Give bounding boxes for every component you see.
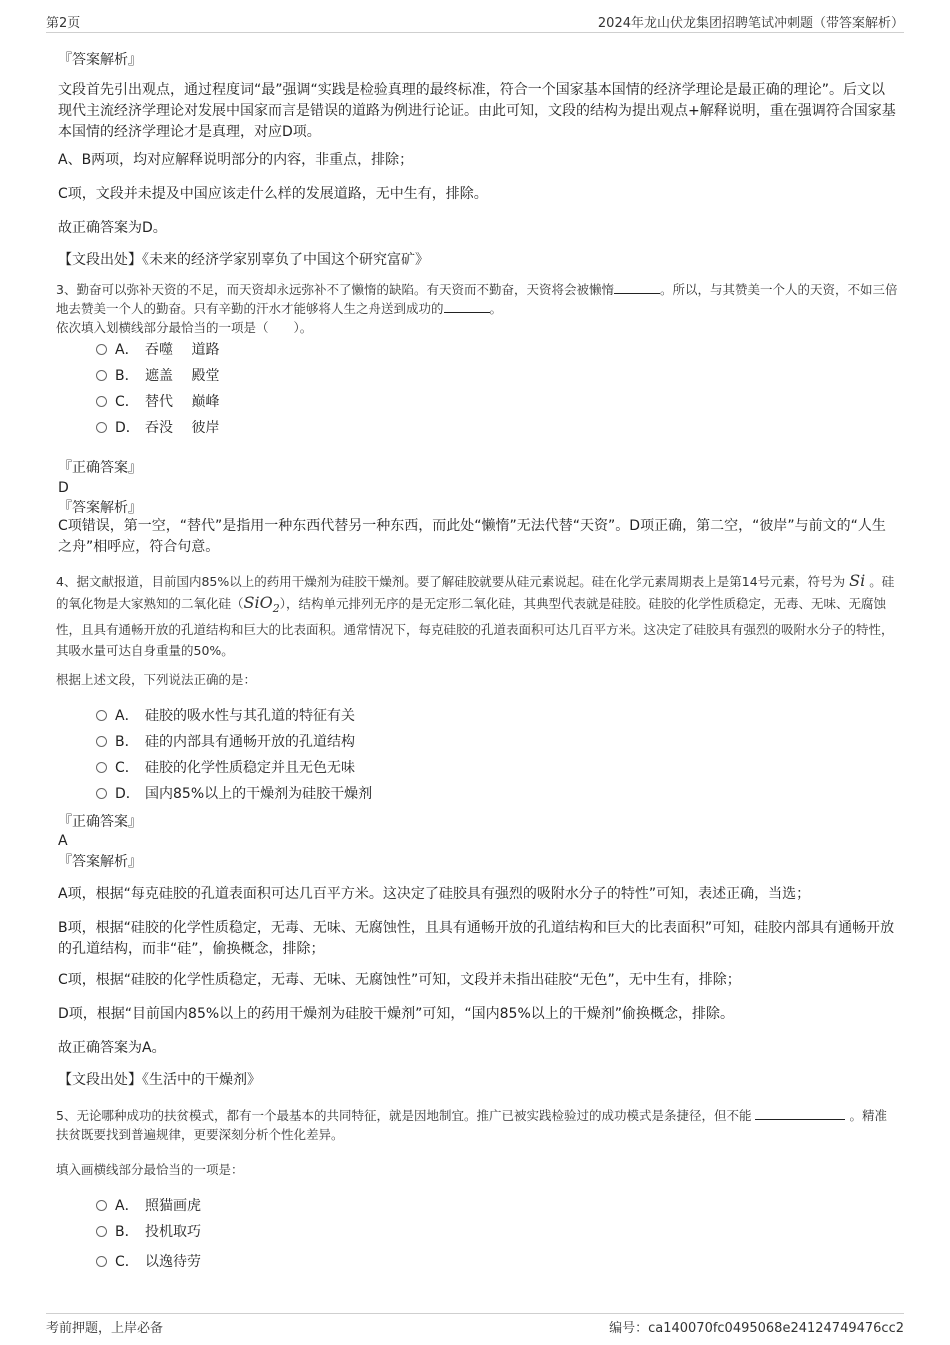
q4-option-c[interactable]: C． 硅胶的化学性质稳定并且无色无味 (96, 758, 355, 778)
radio-icon[interactable] (96, 1226, 107, 1237)
q2-analysis-label: 『答案解析』 (58, 52, 142, 68)
radio-icon[interactable] (96, 344, 107, 355)
q5-option-c[interactable]: C． 以逸待劳 (96, 1252, 201, 1272)
q4-prompt: 根据上述文段，下列说法正确的是： (56, 672, 257, 687)
q3-stem: 3、勤奋可以弥补天资的不足，而天资却永远弥补不了懒惰的缺陷。有天资而不勤奋，天资将会被懒惰 。所以，与其赞美一个人的天资，不如三倍地去赞美一个人的勤奋。只有辛勤的汗水才能够将人生之舟送到成功的 。 (56, 282, 898, 316)
q4-option-a[interactable]: A． 硅胶的吸水性与其孔道的特征有关 (96, 706, 355, 726)
q4-conclusion: 故正确答案为A。 (58, 1040, 166, 1056)
q3-option-a[interactable]: A． 吞噬 道路 (96, 340, 219, 360)
q4-analysis-a: A项，根据“每克硅胶的孔道表面积可达几百平方米。这决定了硅胶具有强烈的吸附水分子的特性”可知，表述正确，当选； (58, 886, 811, 902)
radio-icon[interactable] (96, 396, 107, 407)
q4-option-b[interactable]: B． 硅的内部具有通畅开放的孔道结构 (96, 732, 355, 752)
q3-analysis: C项错误，第一空，“替代”是指用一种东西代替另一种东西，而此处“懒惰”无法代替“天资”。D项正确，第二空，“彼岸”与前文的“人生之舟”相呼应，符合句意。 (58, 518, 886, 555)
q4-answer: A (58, 833, 68, 849)
q3-answer: D (58, 480, 69, 496)
q2-analysis-paragraph: 文段首先引出观点，通过程度词“最”强调“实践是检验真理的最终标准，符合一个国家基本国情的经济学理论是最正确的理论”。后文以现代主流经济学理论对发展中国家而言是错误的道路为例进行论证。由此可知，文段的结构为提出观点+解释说明，重在强调符合国家基本国情的经济学理论才是真理，对应D项。 (58, 82, 896, 140)
page-number: 第2页 (46, 16, 81, 31)
q2-analysis-c: C项，文段并未提及中国应该走什么样的发展道路，无中生有，排除。 (58, 186, 488, 202)
q4-source: 【文段出处】《生活中的干燥剂》 (58, 1072, 261, 1088)
si-symbol: Si (849, 571, 866, 590)
radio-icon[interactable] (96, 762, 107, 773)
radio-icon[interactable] (96, 1200, 107, 1211)
q3-prompt: 依次填入划横线部分最恰当的一项是（ ）。 (56, 320, 313, 335)
q4-analysis-c: C项，根据“硅胶的化学性质稳定，无毒、无味、无腐蚀性”可知，文段并未指出硅胶“无色”，无中生有，排除； (58, 972, 741, 988)
radio-icon[interactable] (96, 422, 107, 433)
document-code: 编号：ca140070fc0495068e24124749476cc2 (609, 1321, 904, 1336)
q4-analysis-b: B项，根据“硅胶的化学性质稳定，无毒、无味、无腐蚀性，且具有通畅开放的孔道结构和巨大的比表面积”可知，硅胶内部具有通畅开放的孔道结构，而非“硅”，偷换概念，排除； (58, 920, 895, 957)
q5-option-b[interactable]: B． 投机取巧 (96, 1222, 201, 1242)
q5-option-a[interactable]: A． 照猫画虎 (96, 1196, 201, 1216)
q5-stem: 5、无论哪种成功的扶贫模式，都有一个最基本的共同特征，就是因地制宜。推广已被实践检验过的成功模式是条捷径，但不能 。精准扶贫既要找到普遍规律，更要深刻分析个性化差异。 (56, 1108, 887, 1142)
page-header (46, 12, 904, 33)
footer-slogan: 考前押题，上岸必备 (46, 1321, 164, 1336)
q4-answer-label: 『正确答案』 (58, 814, 142, 830)
q4-analysis-label: 『答案解析』 (58, 854, 142, 870)
page-footer (46, 1313, 904, 1336)
q4-option-d[interactable]: D． 国内85%以上的干燥剂为硅胶干燥剂 (96, 784, 372, 804)
q3-answer-label: 『正确答案』 (58, 460, 142, 476)
q3-analysis-label: 『答案解析』 (58, 500, 142, 516)
q3-option-d[interactable]: D． 吞没 彼岸 (96, 418, 219, 438)
formula-subscript: 2 (272, 602, 280, 616)
radio-icon[interactable] (96, 370, 107, 381)
radio-icon[interactable] (96, 1256, 107, 1267)
document-title: 2024年龙山伏龙集团招聘笔试冲刺题（带答案解析） (597, 16, 904, 31)
q4-stem: 4、据文献报道，目前国内85%以上的药用干燥剂为硅胶干燥剂。要了解硅胶就要从硅元素说起。硅在化学元素周期表上是第14号元素，符号为 Si 。硅的氧化物是大家熟知的二氧化硅（SiO$_2$），结构单元排列无序的是无定形二氧化硅，其典型代表就是硅胶。硅胶的化学性质稳定，无毒、无味、无腐蚀性，且具有通畅开放的孔道结构和巨大的比表面积。通常情况下，每克硅胶的孔道表面积可达几百平方米。这决定了硅胶具有强烈的吸附水分子的特性，其吸水量可达自身重量的50%。 (56, 571, 895, 659)
q2-analysis-ab: A、B两项，均对应解释说明部分的内容，非重点，排除； (58, 152, 414, 168)
q3-option-b[interactable]: B． 遮盖 殿堂 (96, 366, 219, 386)
q2-source: 【文段出处】《未来的经济学家别辜负了中国这个研究富矿》 (58, 252, 429, 268)
sio2-formula: SiO$_2$ (243, 593, 280, 616)
radio-icon[interactable] (96, 710, 107, 721)
q5-prompt: 填入画横线部分最恰当的一项是： (56, 1162, 244, 1177)
q4-analysis-d: D项，根据“目前国内85%以上的药用干燥剂为硅胶干燥剂”可知，“国内85%以上的干燥剂”偷换概念，排除。 (58, 1006, 735, 1022)
q2-conclusion: 故正确答案为D。 (58, 220, 167, 236)
radio-icon[interactable] (96, 788, 107, 799)
q3-option-c[interactable]: C． 替代 巅峰 (96, 392, 219, 412)
radio-icon[interactable] (96, 736, 107, 747)
